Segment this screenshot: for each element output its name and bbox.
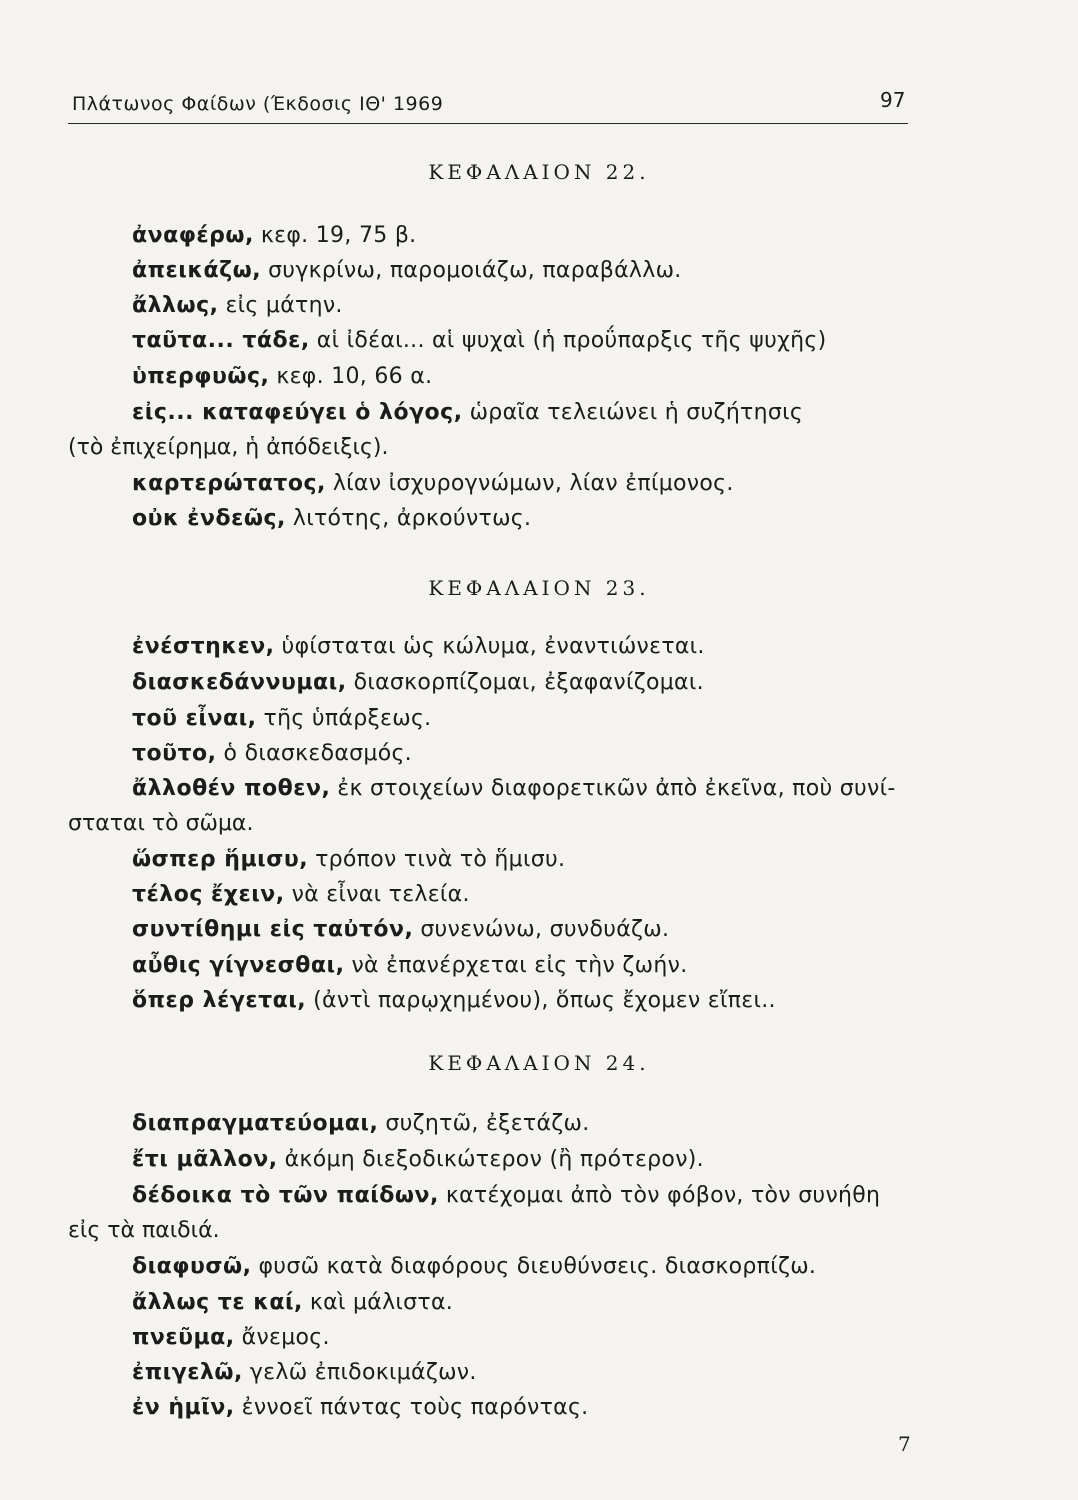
entry-continuation: σταται τὸ σῶμα.	[68, 811, 254, 836]
entry-gloss: κατέχομαι ἀπὸ τὸν φόβον, τὸν συνήθη	[445, 1183, 881, 1208]
entry-lemma: εἰς... καταφεύγει ὁ λόγος,	[132, 400, 463, 425]
entry-lemma: αὖθις γίγνεσθαι,	[132, 953, 345, 978]
entry-lemma: ἔτι μᾶλλον,	[132, 1147, 278, 1172]
page-number: 97	[880, 88, 906, 112]
entry-lemma: ἐπιγελῶ,	[132, 1360, 243, 1385]
glossary-entry	[132, 878, 922, 912]
glossary-entry	[132, 289, 922, 323]
entry-gloss: αἱ ἰδέαι... αἱ ψυχαὶ (ἡ προΰπαρξις τῆς ψυχῆς)	[316, 328, 827, 353]
entry-gloss: συζητῶ, ἐξετάζω.	[385, 1111, 590, 1136]
glossary-entry	[132, 1391, 922, 1425]
entry-lemma: τοῦτο,	[132, 741, 217, 766]
entry-lemma: διαφυσῶ,	[132, 1254, 252, 1279]
glossary-entry	[132, 1286, 922, 1320]
glossary-entry	[132, 1356, 922, 1390]
entry-gloss: φυσῶ κατὰ διαφόρους διευθύνσεις. διασκορπίζω.	[258, 1254, 817, 1279]
glossary-entry	[132, 1107, 922, 1141]
entry-gloss: τῆς ὑπάρξεως.	[263, 706, 432, 731]
entry-gloss: λιτότης, ἀρκούντως.	[292, 506, 532, 531]
entry-lemma: πνεῦμα,	[132, 1325, 235, 1350]
entry-gloss: γελῶ ἐπιδοκιμάζων.	[249, 1360, 477, 1385]
glossary-entry	[132, 254, 922, 288]
entry-lemma: συντίθημι εἰς ταὐτόν,	[132, 917, 414, 942]
entry-gloss: εἰς μάτην.	[225, 293, 343, 318]
glossary-entry	[132, 360, 922, 394]
entry-gloss: ἐκ στοιχείων διαφορετικῶν ἀπὸ ἐκεῖνα, ποὺ συνί-	[337, 776, 896, 801]
running-head: Πλάτωνος Φαίδων (Έκδοσις ΙΘ' 1969	[72, 93, 444, 115]
entry-continuation: (τὸ ἐπιχείρημα, ἡ ἀπόδειξις).	[68, 435, 389, 460]
entry-gloss: νὰ εἶναι τελεία.	[291, 882, 470, 907]
entry-gloss: καὶ μάλιστα.	[309, 1290, 454, 1315]
entry-lemma: ἐνέστηκεν,	[132, 634, 275, 659]
glossary-entry	[132, 1321, 922, 1355]
signature-mark: 7	[898, 1432, 911, 1456]
glossary-entry	[132, 1143, 922, 1177]
entry-gloss: ἀκόμη διεξοδικώτερον (ἢ πρότερον).	[284, 1147, 704, 1172]
entry-lemma: ὑπερφυῶς,	[132, 364, 270, 389]
glossary-entry	[132, 666, 922, 700]
glossary-entry	[132, 1250, 922, 1284]
glossary-entry	[132, 1179, 922, 1213]
entry-lemma: ἐν ἡμῖν,	[132, 1395, 235, 1420]
entry-lemma: καρτερώτατος,	[132, 471, 326, 496]
glossary-entry	[132, 772, 922, 806]
entry-lemma: οὐκ ἐνδεῶς,	[132, 506, 286, 531]
glossary-entry	[132, 843, 922, 877]
glossary-entry	[132, 984, 922, 1018]
entry-gloss: συνενώνω, συνδυάζω.	[420, 917, 670, 942]
entry-gloss: ἄνεμος.	[241, 1325, 330, 1350]
glossary-entry	[132, 737, 922, 771]
entry-gloss: τρόπον τινὰ τὸ ἥμισυ.	[315, 847, 566, 872]
glossary-entry	[132, 913, 922, 947]
entry-lemma: τέλος ἔχειν,	[132, 882, 285, 907]
entry-gloss: ὁ διασκεδασμός.	[223, 741, 412, 766]
entry-gloss: κεφ. 19, 75 β.	[260, 223, 417, 248]
chapter-title-22: ΚΕΦΑΛΑΙΟΝ 22.	[428, 160, 650, 184]
entry-lemma: διαπραγματεύομαι,	[132, 1111, 379, 1136]
entry-lemma: διασκεδάννυμαι,	[132, 670, 347, 695]
entry-lemma: ἄλλως τε καί,	[132, 1290, 303, 1315]
glossary-entry	[132, 502, 922, 536]
entry-lemma: ἀναφέρω,	[132, 223, 254, 248]
entry-lemma: ἄλλως,	[132, 293, 219, 318]
glossary-entry	[132, 219, 922, 253]
entry-gloss: κεφ. 10, 66 α.	[276, 364, 433, 389]
glossary-entry	[132, 467, 922, 501]
glossary-entry	[132, 630, 922, 664]
entry-lemma: ταῦτα... τάδε,	[132, 328, 310, 353]
entry-gloss: (ἀντὶ παρῳχημένου), ὅπως ἔχομεν εἴπει..	[313, 988, 776, 1013]
glossary-entry	[132, 396, 922, 430]
entry-lemma: τοῦ εἶναι,	[132, 706, 257, 731]
glossary-entry	[132, 949, 922, 983]
entry-lemma: ἄλλοθέν ποθεν,	[132, 776, 331, 801]
entry-gloss: ὑφίσταται ὡς κώλυμα, ἐναντιώνεται.	[281, 634, 705, 659]
chapter-title-23: ΚΕΦΑΛΑΙΟΝ 23.	[428, 576, 650, 600]
entry-lemma: ἀπεικάζω,	[132, 258, 262, 283]
chapter-title-24: ΚΕΦΑΛΑΙΟΝ 24.	[428, 1051, 650, 1075]
header-rule	[68, 123, 908, 124]
entry-lemma: ὥσπερ ἥμισυ,	[132, 847, 309, 872]
entry-gloss: λίαν ἰσχυρογνώμων, λίαν ἐπίμονος.	[332, 471, 734, 496]
entry-gloss: νὰ ἐπανέρχεται εἰς τὴν ζωήν.	[351, 953, 688, 978]
glossary-entry	[132, 702, 922, 736]
entry-gloss: ἐννοεῖ πάντας τοὺς παρόντας.	[241, 1395, 589, 1420]
entry-gloss: συγκρίνω, παρομοιάζω, παραβάλλω.	[268, 258, 682, 283]
entry-continuation: εἰς τὰ παιδιά.	[68, 1218, 220, 1243]
glossary-entry	[132, 324, 922, 358]
entry-gloss: ὡραῖα τελειώνει ἡ συζήτησις	[469, 400, 804, 425]
entry-lemma: δέδοικα τὸ τῶν παίδων,	[132, 1183, 439, 1208]
entry-lemma: ὅπερ λέγεται,	[132, 988, 307, 1013]
entry-gloss: διασκορπίζομαι, ἐξαφανίζομαι.	[353, 670, 704, 695]
